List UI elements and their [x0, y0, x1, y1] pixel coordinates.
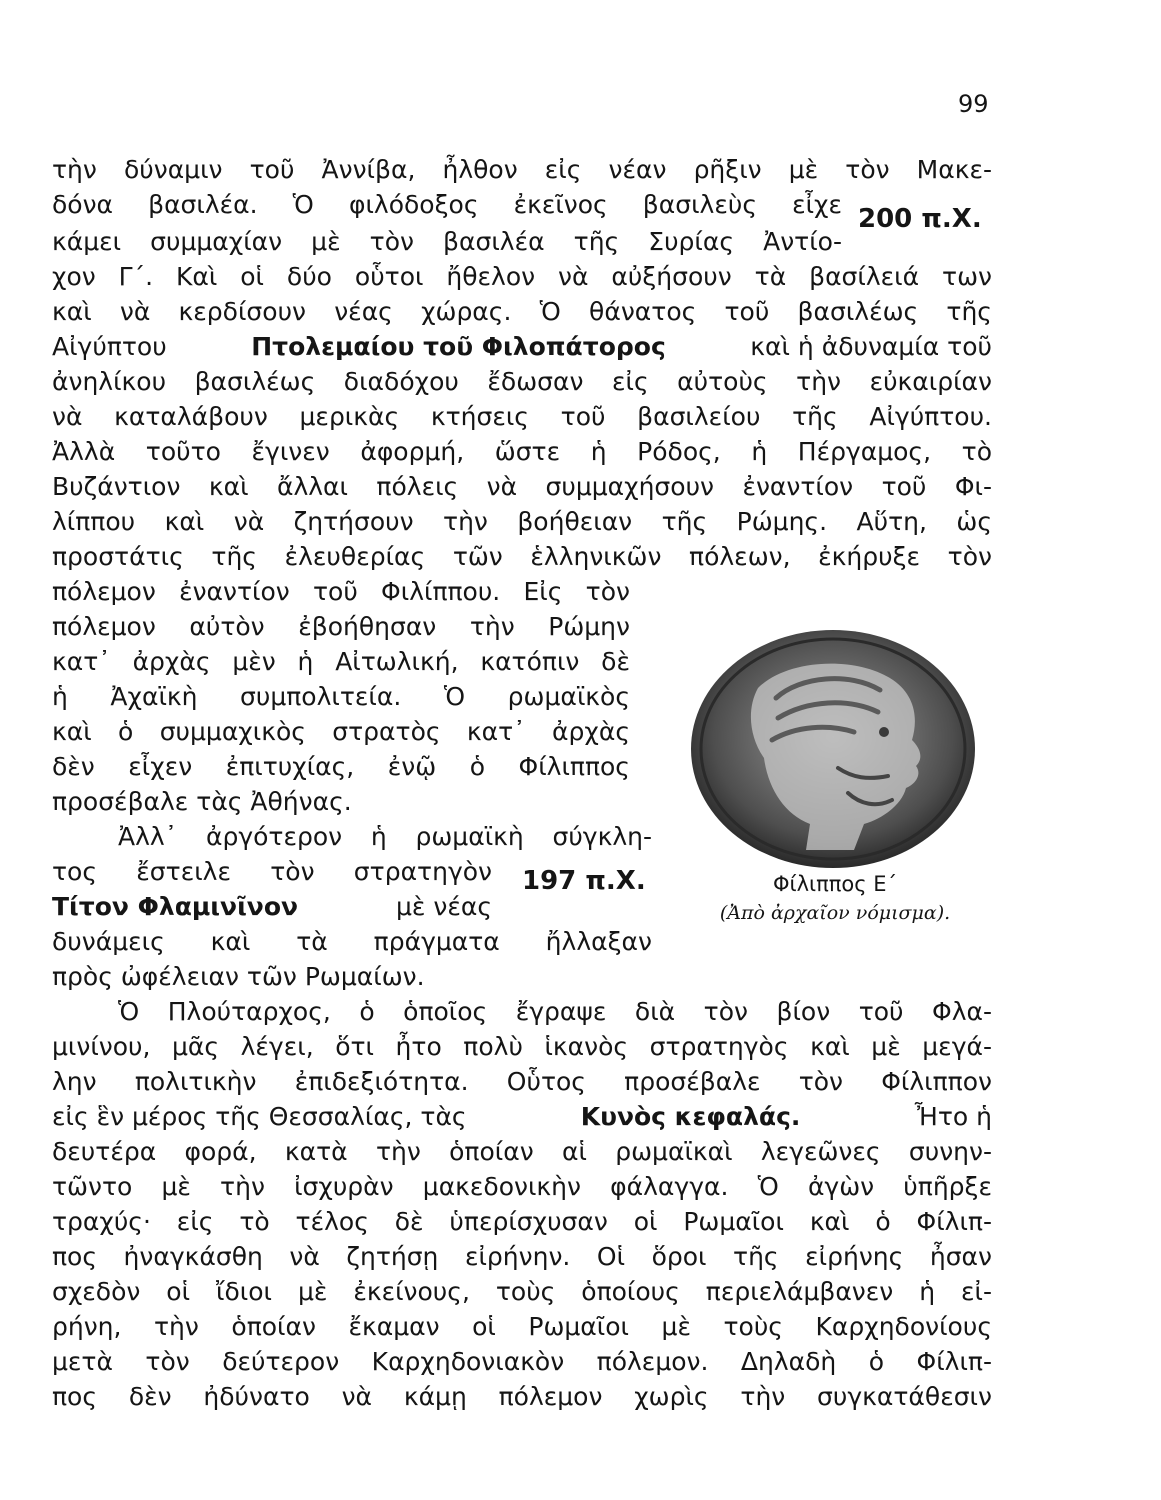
- text-line: πος ἠναγκάσθη νὰ ζητήσῃ εἰρήνην. Οἱ ὅροι τῆς εἰρήνης ἦσαν: [52, 1242, 992, 1271]
- margin-note-date: 200 π.Χ.: [858, 204, 982, 234]
- text-line: ἡ Ἀχαϊκὴ συμπολιτεία. Ὁ ρωμαϊκὸς: [52, 682, 630, 711]
- text-line: προσέβαλε τὰς Ἀθήνας.: [52, 787, 352, 816]
- text-line: νὰ καταλάβουν μερικὰς κτήσεις τοῦ βασιλείου τῆς Αἰγύπτου.: [52, 402, 992, 431]
- text-line: τραχύς· εἰς τὸ τέλος δὲ ὑπερίσχυσαν οἱ Ρωμαῖοι καὶ ὁ Φίλιπ-: [52, 1207, 992, 1236]
- text-line: δευτέρα φορά, κατὰ τὴν ὁποίαν αἱ ρωμαϊκαὶ λεγεῶνες συνην-: [52, 1137, 992, 1166]
- text-line: λίππου καὶ νὰ ζητήσουν τὴν βοήθειαν τῆς Ρώμης. Αὕτη, ὡς: [52, 507, 992, 536]
- text-line: μετὰ τὸν δεύτερον Καρχηδονιακὸν πόλεμον. Δηλαδὴ ὁ Φίλιπ-: [52, 1347, 992, 1376]
- text-segment: εἰς ἓν μέρος τῆς Θεσσαλίας, τὰς: [52, 1102, 467, 1131]
- text-line: χον Γ΄. Καὶ οἱ δύο οὗτοι ἤθελον νὰ αὐξήσουν τὰ βασίλειά των: [52, 262, 992, 291]
- text-segment: μὲ νέας: [396, 892, 492, 921]
- text-line: τὴν δύναμιν τοῦ Ἀννίβα, ἦλθον εἰς νέαν ρῆξιν μὲ τὸν Μακε-: [52, 155, 992, 184]
- emphasis-place: Κυνὸς κεφαλάς.: [580, 1102, 801, 1131]
- text-line: καὶ νὰ κερδίσουν νέας χώρας. Ὁ θάνατος τοῦ βασιλέως τῆς: [52, 297, 992, 326]
- text-line: μινίνου, μᾶς λέγει, ὅτι ἦτο πολὺ ἱκανὸς στρατηγὸς καὶ μὲ μεγά-: [52, 1032, 992, 1061]
- figure-subtitle: (Ἀπὸ ἀρχαῖον νόμισμα).: [719, 902, 951, 924]
- text-line: Ἀλλὰ τοῦτο ἔγινεν ἀφορμή, ὥστε ἡ Ρόδος, ἡ Πέργαμος, τὸ: [52, 437, 992, 466]
- emphasis-name: Τίτον Φλαμινῖνον: [52, 892, 299, 921]
- emphasis-name: Πτολεμαίου τοῦ Φιλοπάτορος: [251, 332, 666, 361]
- text-line: δόνα βασιλέα. Ὁ φιλόδοξος ἐκεῖνος βασιλεὺς εἶχε: [52, 190, 842, 219]
- figure-title: Φίλιππος Ε΄: [772, 872, 898, 896]
- text-line: [52, 1102, 992, 1132]
- text-segment: Αἰγύπτου: [52, 332, 167, 361]
- text-line: πόλεμον ἐναντίον τοῦ Φιλίππου. Εἰς τὸν: [52, 577, 630, 606]
- text-line: τῶντο μὲ τὴν ἰσχυρὰν μακεδονικὴν φάλαγγα. Ὁ ἀγὼν ὑπῆρξε: [52, 1172, 992, 1201]
- text-segment: καὶ ἡ ἀδυναμία τοῦ: [750, 332, 992, 361]
- text-line: δυνάμεις καὶ τὰ πράγματα ἤλλαξαν: [52, 927, 652, 956]
- text-line: σχεδὸν οἱ ἴδιοι μὲ ἐκείνους, τοὺς ὁποίους περιελάμβανεν ἡ εἰ-: [52, 1277, 992, 1306]
- text-line: [52, 332, 992, 362]
- text-line: πόλεμον αὐτὸν ἐβοήθησαν τὴν Ρώμην: [52, 612, 630, 641]
- text-line: λην πολιτικὴν ἐπιδεξιότητα. Οὗτος προσέβαλε τὸν Φίλιππον: [52, 1067, 992, 1096]
- page-number: 99: [958, 90, 989, 118]
- text-segment: Ἦτο ἡ: [914, 1102, 992, 1131]
- text-line: δὲν εἶχεν ἐπιτυχίας, ἐνῷ ὁ Φίλιππος: [52, 752, 630, 781]
- text-line: Ὁ Πλούταρχος, ὁ ὁποῖος ἔγραψε διὰ τὸν βίον τοῦ Φλα-: [118, 997, 992, 1026]
- text-line: [52, 892, 492, 922]
- margin-note-date: 197 π.Χ.: [522, 866, 646, 896]
- text-line: κατ᾽ ἀρχὰς μὲν ἡ Αἰτωλική, κατόπιν δὲ: [52, 647, 630, 676]
- text-line: πρὸς ὠφέλειαν τῶν Ρωμαίων.: [52, 962, 425, 991]
- text-line: Βυζάντιον καὶ ἄλλαι πόλεις νὰ συμμαχήσουν ἐναντίον τοῦ Φι-: [52, 472, 992, 501]
- text-line: καὶ ὁ συμμαχικὸς στρατὸς κατ᾽ ἀρχὰς: [52, 717, 630, 746]
- text-line: πος δὲν ἠδύνατο νὰ κάμῃ πόλεμον χωρὶς τὴν συγκατάθεσιν: [52, 1382, 992, 1411]
- text-line: Ἀλλ᾽ ἀργότερον ἡ ρωμαϊκὴ σύγκλη-: [118, 822, 652, 851]
- text-line: τος ἔστειλε τὸν στρατηγὸν: [52, 857, 492, 886]
- coin-image: [688, 628, 978, 870]
- text-line: ἀνηλίκου βασιλέως διαδόχου ἔδωσαν εἰς αὐτοὺς τὴν εὐκαιρίαν: [52, 367, 992, 396]
- text-line: κάμει συμμαχίαν μὲ τὸν βασιλέα τῆς Συρίας Ἀντίο-: [52, 227, 842, 256]
- text-line: προστάτις τῆς ἐλευθερίας τῶν ἑλληνικῶν πόλεων, ἐκήρυξε τὸν: [52, 542, 992, 571]
- text-line: ρήνη, τὴν ὁποίαν ἔκαμαν οἱ Ρωμαῖοι μὲ τοὺς Καρχηδονίους: [52, 1312, 992, 1341]
